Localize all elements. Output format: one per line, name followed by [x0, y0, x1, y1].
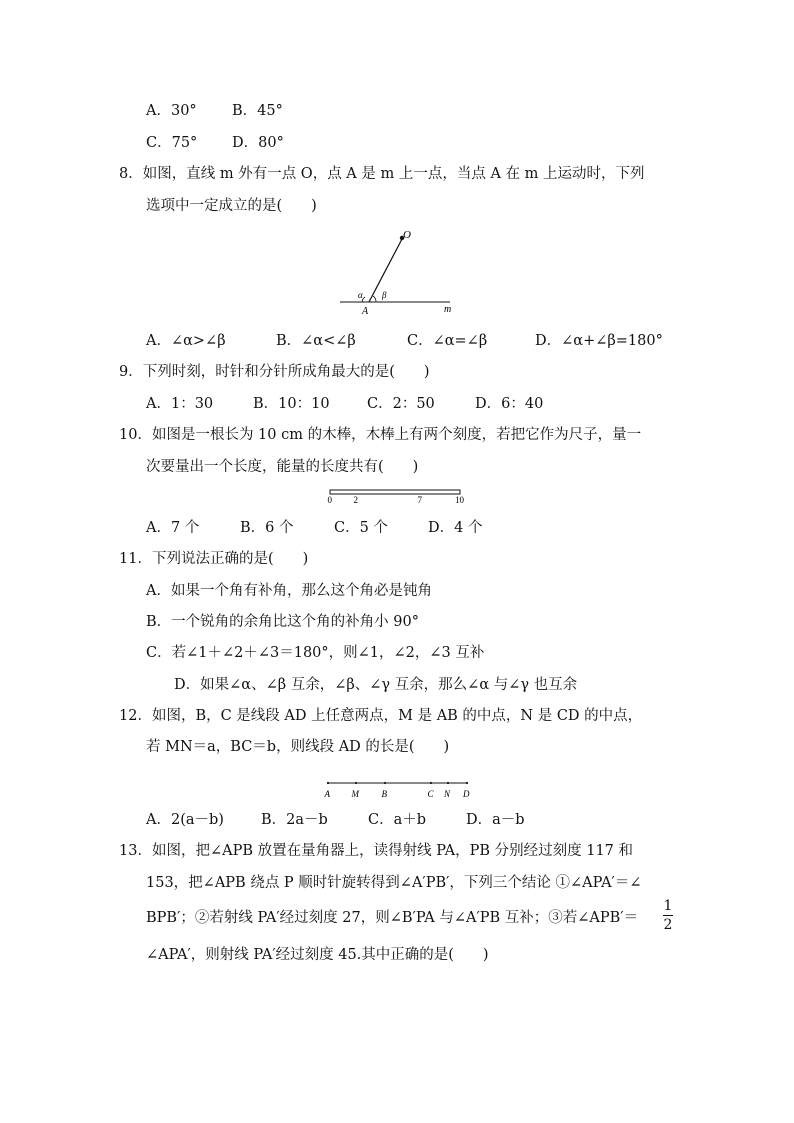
q13-line1: 13．如图，把∠APB 放置在量角器上，读得射线 PA，PB 分别经过刻度 117 和 [119, 843, 634, 859]
q13-line4: ∠APA′，则射线 PA′经过刻度 45.其中正确的是( ) [146, 947, 489, 963]
q8-options [146, 331, 663, 351]
tick-2: 2 [353, 495, 358, 505]
q10-stem-line2: 次要量出一个长度，能量的长度共有( ) [146, 459, 419, 475]
q13-line3: BPB′；②若射线 PA′经过刻度 27，则∠B′PA 与∠A′PB 互补；③若∠APB′＝ [146, 910, 639, 926]
point-b-label: B [381, 789, 387, 799]
label-m: m [444, 304, 452, 315]
q12-option-c: C．a＋b [368, 812, 427, 828]
q7-option-b: B．45° [232, 103, 283, 119]
tick-10: 10 [455, 495, 464, 505]
q8-option-b: B．∠α<∠β [276, 333, 356, 349]
stick-body [330, 490, 460, 494]
label-o: O [403, 229, 411, 241]
fraction-denominator: 2 [663, 917, 673, 933]
q8-figure [330, 226, 470, 318]
q8-option-c: C．∠α=∠β [407, 333, 488, 349]
q11-option-b: B．一个锐角的余角比这个角的补角小 90° [146, 614, 419, 630]
q8-stem-line1: 8．如图，直线 m 外有一点 O，点 A 是 m 上一点，当点 A 在 m 上运动时，下列 [119, 166, 645, 182]
q9-option-b: B．10：10 [253, 396, 330, 412]
q8-stem-line2: 选项中一定成立的是( ) [146, 198, 317, 214]
fraction-numerator: 1 [663, 898, 673, 914]
q9-option-c: C．2：50 [367, 396, 435, 412]
q9-option-d: D．6：40 [475, 396, 544, 412]
q7-option-d: D．80° [232, 135, 284, 151]
tick-0: 0 [327, 495, 332, 505]
q10-option-a: A．7 个 [146, 520, 200, 536]
label-beta: β [382, 290, 387, 300]
tick-7: 7 [417, 495, 422, 505]
q9-option-a: A．1：30 [146, 396, 214, 412]
q12-options [146, 810, 525, 830]
q11-option-c: C．若∠1＋∠2＋∠3＝180°，则∠1，∠2，∠3 互补 [146, 645, 485, 661]
q10-stem-line1: 10．如图是一根长为 10 cm 的木棒，木棒上有两个刻度，若把它作为尺子，量一 [119, 427, 642, 443]
q7-option-c: C．75° [146, 135, 198, 151]
point-n-label: N [444, 789, 451, 799]
q9-options [146, 394, 543, 414]
point-d-label: D [463, 789, 470, 799]
q7-options-row1 [146, 101, 283, 121]
point-c-label: C [427, 789, 434, 799]
q13-line2: 153，把∠APB 绕点 P 顺时针旋转得到∠A′PB′，下列三个结论 ①∠APA′＝∠ [146, 875, 642, 891]
label-a: A [362, 306, 369, 317]
q9-stem: 9．下列时刻，时针和分针所成角最大的是( ) [119, 364, 430, 380]
q12-option-a: A．2(a－b) [146, 812, 224, 828]
q8-option-d: D．∠α+∠β=180° [535, 333, 663, 349]
point-a-label: A [324, 789, 330, 799]
q12-stem-line2: 若 MN＝a，BC＝b，则线段 AD 的长是( ) [146, 739, 450, 755]
q7-options-row2 [146, 133, 284, 153]
label-alpha: α [358, 290, 363, 300]
angle-beta-arc [373, 296, 376, 302]
q10-option-b: B．6 个 [240, 520, 294, 536]
q10-options [146, 518, 482, 538]
q12-figure-segment [320, 776, 472, 800]
q12-stem-line1: 12．如图，B，C 是线段 AD 上任意两点，M 是 AB 的中点，N 是 CD 的中点， [119, 708, 643, 724]
q12-option-b: B．2a－b [261, 812, 328, 828]
q10-option-d: D．4 个 [428, 520, 483, 536]
q11-option-a: A．如果一个角有补角，那么这个角必是钝角 [146, 583, 432, 599]
q12-option-d: D．a－b [466, 812, 525, 828]
q13-fraction [660, 898, 676, 933]
q11-option-d: D．如果∠α、∠β 互余，∠β、∠γ 互余，那么∠α 与∠γ 也互余 [174, 677, 578, 693]
point-m-label: M [351, 789, 359, 799]
q10-option-c: C．5 个 [334, 520, 388, 536]
q8-option-a: A．∠α>∠β [146, 333, 226, 349]
q10-figure-stick [322, 486, 472, 508]
q7-option-a: A．30° [146, 103, 197, 119]
q11-stem: 11．下列说法正确的是( ) [119, 551, 309, 567]
